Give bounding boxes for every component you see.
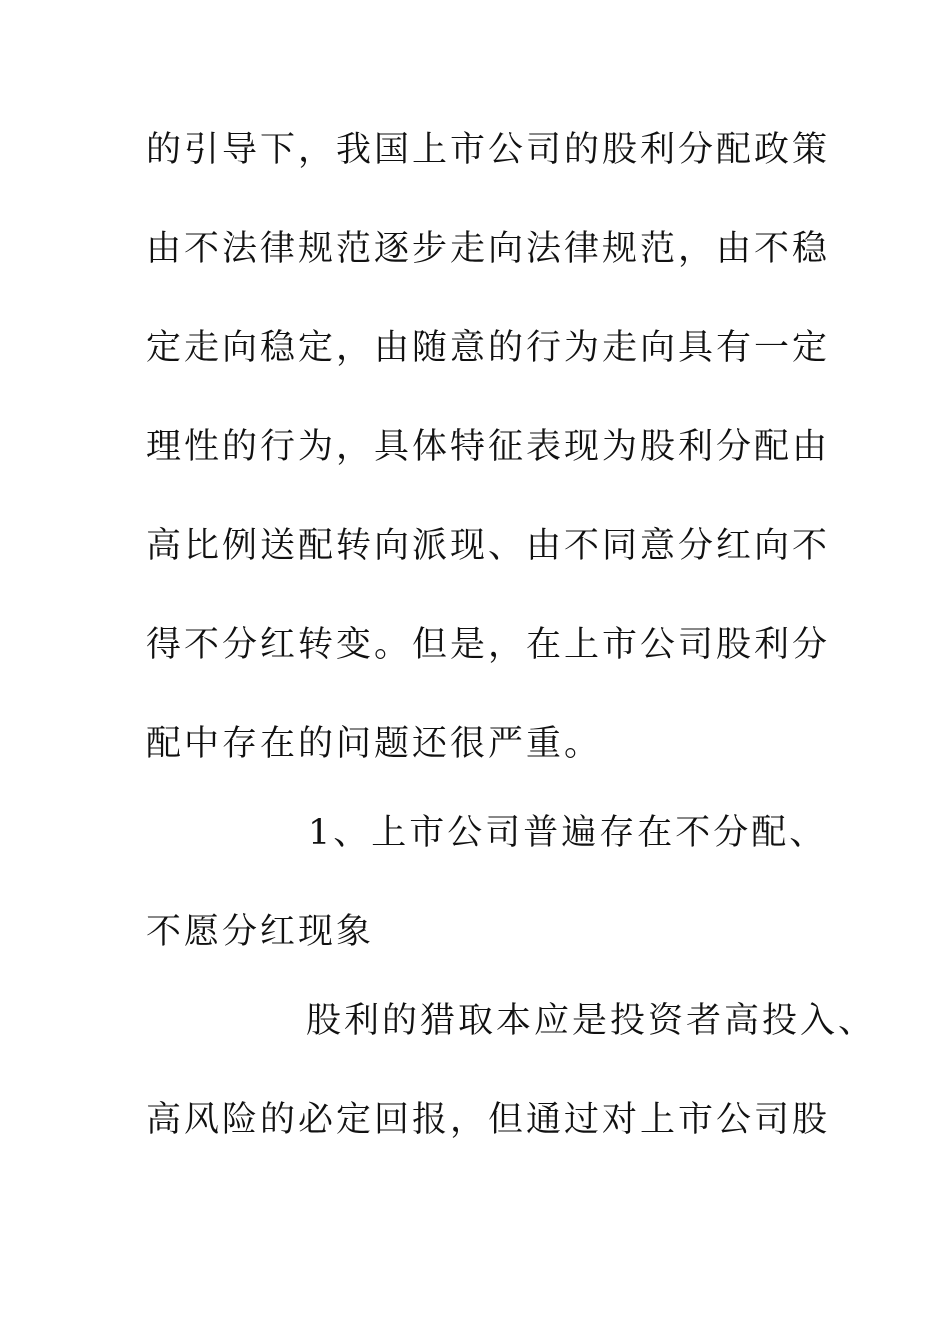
paragraph-line: 得不分红转变。但是，在上市公司股利分 (146, 625, 831, 665)
paragraph-line: 由不法律规范逐步走向法律规范，由不稳 (146, 229, 831, 269)
paragraph-line: 的引导下，我国上市公司的股利分配政策 (146, 130, 831, 170)
paragraph-line: 高风险的必定回报，但通过对上市公司股 (146, 1100, 831, 1140)
section-heading-line: 不愿分红现象 (146, 912, 375, 952)
paragraph-line: 定走向稳定，由随意的行为走向具有一定 (146, 328, 831, 368)
paragraph-line: 理性的行为，具体特征表现为股利分配由 (146, 427, 831, 467)
paragraph-line: 配中存在的问题还很严重。 (146, 724, 603, 764)
section-heading-line: 1、上市公司普遍存在不分配、 (308, 813, 828, 853)
paragraph-line: 股利的猎取本应是投资者高投入、 (306, 1001, 877, 1041)
paragraph-line: 高比例送配转向派现、由不同意分红向不 (146, 526, 831, 566)
